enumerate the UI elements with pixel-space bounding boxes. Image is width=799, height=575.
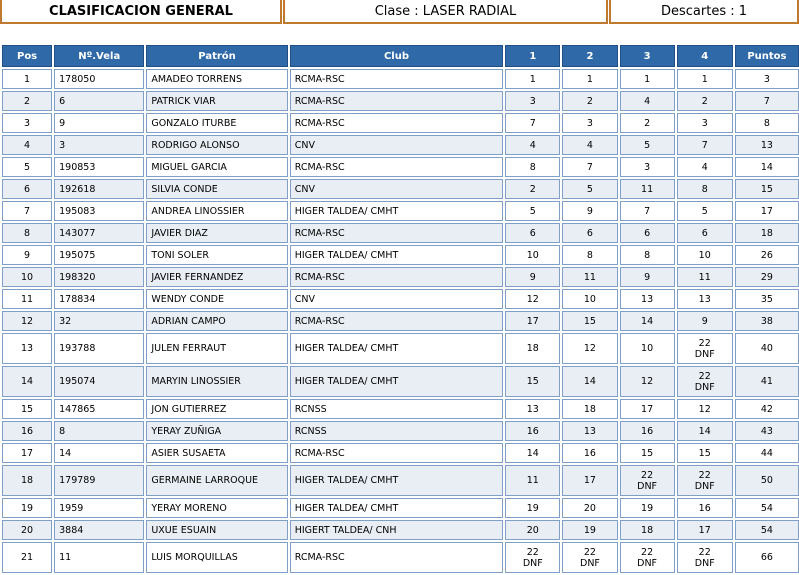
column-header-club: Club (290, 45, 504, 67)
cell-race-4: 10 (677, 245, 733, 265)
cell-club: RCMA-RSC (290, 113, 504, 133)
cell-skipper: ASIER SUSAETA (146, 443, 287, 463)
column-header-pos: Pos (2, 45, 52, 67)
cell-sail-number: 192618 (54, 179, 144, 199)
cell-race-4: 12 (677, 399, 733, 419)
cell-sail-number: 14 (54, 443, 144, 463)
column-header-race-3: 3 (620, 45, 675, 67)
cell-club: CNV (290, 135, 504, 155)
cell-club: RCMA-RSC (290, 157, 504, 177)
cell-race-1: 12 (505, 289, 560, 309)
cell-club: HIGERT TALDEA/ CNH (290, 520, 504, 540)
cell-race-2: 8 (562, 245, 617, 265)
cell-sail-number: 195075 (54, 245, 144, 265)
cell-pos: 20 (2, 520, 52, 540)
cell-points: 50 (735, 465, 799, 496)
cell-race-1: 20 (505, 520, 560, 540)
cell-race-4: 22 DNF (677, 333, 733, 364)
cell-skipper: JULEN FERRAUT (146, 333, 287, 364)
table-row (2, 542, 799, 573)
table-row (2, 113, 799, 133)
cell-club: HIGER TALDEA/ CMHT (290, 333, 504, 364)
cell-race-4: 15 (677, 443, 733, 463)
cell-race-2: 15 (562, 311, 617, 331)
cell-race-3: 10 (620, 333, 675, 364)
cell-race-4: 8 (677, 179, 733, 199)
cell-race-1: 16 (505, 421, 560, 441)
cell-club: HIGER TALDEA/ CMHT (290, 201, 504, 221)
cell-club: RCMA-RSC (290, 542, 504, 573)
cell-club: HIGER TALDEA/ CMHT (290, 245, 504, 265)
cell-race-1: 15 (505, 366, 560, 397)
discards-label (609, 0, 799, 24)
cell-sail-number: 143077 (54, 223, 144, 243)
table-header-row (2, 45, 799, 67)
cell-points: 35 (735, 289, 799, 309)
cell-race-3: 22 DNF (620, 542, 675, 573)
cell-pos: 21 (2, 542, 52, 573)
cell-skipper: AMADEO TORRENS (146, 69, 287, 89)
cell-sail-number: 1959 (54, 498, 144, 518)
cell-race-2: 16 (562, 443, 617, 463)
cell-race-4: 2 (677, 91, 733, 111)
cell-skipper: LUIS MORQUILLAS (146, 542, 287, 573)
cell-pos: 11 (2, 289, 52, 309)
cell-pos: 5 (2, 157, 52, 177)
table-row (2, 399, 799, 419)
cell-race-4: 9 (677, 311, 733, 331)
cell-race-1: 5 (505, 201, 560, 221)
cell-pos: 6 (2, 179, 52, 199)
table-row (2, 333, 799, 364)
cell-skipper: ANDREA LINOSSIER (146, 201, 287, 221)
cell-skipper: JON GUTIERREZ (146, 399, 287, 419)
cell-race-3: 14 (620, 311, 675, 331)
class-label (283, 0, 608, 24)
column-header-skipper: Patrón (146, 45, 287, 67)
cell-race-3: 6 (620, 223, 675, 243)
cell-race-4: 16 (677, 498, 733, 518)
table-row (2, 135, 799, 155)
cell-points: 42 (735, 399, 799, 419)
cell-race-2: 19 (562, 520, 617, 540)
table-row (2, 179, 799, 199)
cell-skipper: RODRIGO ALONSO (146, 135, 287, 155)
table-row (2, 201, 799, 221)
cell-race-3: 2 (620, 113, 675, 133)
cell-points: 54 (735, 520, 799, 540)
cell-skipper: YERAY ZUÑIGA (146, 421, 287, 441)
cell-sail-number: 178050 (54, 69, 144, 89)
cell-points: 3 (735, 69, 799, 89)
cell-race-3: 17 (620, 399, 675, 419)
cell-race-4: 3 (677, 113, 733, 133)
cell-sail-number: 195074 (54, 366, 144, 397)
cell-race-1: 4 (505, 135, 560, 155)
cell-race-1: 13 (505, 399, 560, 419)
cell-race-1: 17 (505, 311, 560, 331)
cell-club: RCNSS (290, 421, 504, 441)
cell-points: 13 (735, 135, 799, 155)
cell-race-2: 4 (562, 135, 617, 155)
cell-race-1: 14 (505, 443, 560, 463)
cell-race-2: 18 (562, 399, 617, 419)
cell-sail-number: 3884 (54, 520, 144, 540)
cell-club: CNV (290, 289, 504, 309)
cell-race-1: 3 (505, 91, 560, 111)
cell-race-1: 11 (505, 465, 560, 496)
cell-race-3: 5 (620, 135, 675, 155)
cell-race-3: 11 (620, 179, 675, 199)
cell-race-4: 22 DNF (677, 542, 733, 573)
cell-race-3: 7 (620, 201, 675, 221)
cell-club: RCNSS (290, 399, 504, 419)
cell-race-1: 6 (505, 223, 560, 243)
cell-club: CNV (290, 179, 504, 199)
cell-race-1: 10 (505, 245, 560, 265)
cell-points: 18 (735, 223, 799, 243)
cell-pos: 2 (2, 91, 52, 111)
cell-pos: 15 (2, 399, 52, 419)
cell-skipper: JAVIER DIAZ (146, 223, 287, 243)
cell-skipper: TONI SOLER (146, 245, 287, 265)
cell-skipper: JAVIER FERNANDEZ (146, 267, 287, 287)
results-table (0, 43, 799, 575)
column-header-race-4: 4 (677, 45, 733, 67)
cell-sail-number: 11 (54, 542, 144, 573)
cell-points: 38 (735, 311, 799, 331)
cell-club: RCMA-RSC (290, 69, 504, 89)
cell-points: 7 (735, 91, 799, 111)
cell-race-4: 11 (677, 267, 733, 287)
cell-sail-number: 179789 (54, 465, 144, 496)
cell-race-1: 7 (505, 113, 560, 133)
cell-pos: 7 (2, 201, 52, 221)
cell-race-2: 6 (562, 223, 617, 243)
cell-skipper: MARYIN LINOSSIER (146, 366, 287, 397)
cell-race-2: 22 DNF (562, 542, 617, 573)
cell-club: RCMA-RSC (290, 443, 504, 463)
cell-sail-number: 195083 (54, 201, 144, 221)
cell-sail-number: 193788 (54, 333, 144, 364)
cell-race-1: 19 (505, 498, 560, 518)
cell-pos: 10 (2, 267, 52, 287)
cell-pos: 19 (2, 498, 52, 518)
cell-points: 26 (735, 245, 799, 265)
cell-points: 40 (735, 333, 799, 364)
column-header-race-2: 2 (562, 45, 617, 67)
cell-race-4: 22 DNF (677, 465, 733, 496)
cell-race-3: 16 (620, 421, 675, 441)
cell-sail-number: 147865 (54, 399, 144, 419)
table-row (2, 223, 799, 243)
cell-skipper: GONZALO ITURBE (146, 113, 287, 133)
cell-club: HIGER TALDEA/ CMHT (290, 465, 504, 496)
cell-club: HIGER TALDEA/ CMHT (290, 366, 504, 397)
cell-sail-number: 190853 (54, 157, 144, 177)
cell-race-2: 17 (562, 465, 617, 496)
cell-race-4: 1 (677, 69, 733, 89)
cell-race-3: 8 (620, 245, 675, 265)
table-row (2, 157, 799, 177)
cell-club: RCMA-RSC (290, 223, 504, 243)
cell-race-3: 4 (620, 91, 675, 111)
cell-points: 43 (735, 421, 799, 441)
cell-race-2: 3 (562, 113, 617, 133)
cell-club: RCMA-RSC (290, 91, 504, 111)
cell-skipper: GERMAINE LARROQUE (146, 465, 287, 496)
cell-club: RCMA-RSC (290, 267, 504, 287)
cell-pos: 18 (2, 465, 52, 496)
table-row (2, 366, 799, 397)
table-row (2, 520, 799, 540)
cell-race-3: 9 (620, 267, 675, 287)
cell-points: 29 (735, 267, 799, 287)
cell-skipper: YERAY MORENO (146, 498, 287, 518)
cell-club: RCMA-RSC (290, 311, 504, 331)
cell-race-4: 5 (677, 201, 733, 221)
cell-race-3: 19 (620, 498, 675, 518)
cell-points: 8 (735, 113, 799, 133)
class-label-text: Clase : LASER RADIAL (374, 3, 517, 19)
cell-pos: 13 (2, 333, 52, 364)
cell-race-4: 17 (677, 520, 733, 540)
table-row (2, 69, 799, 89)
table-row (2, 421, 799, 441)
cell-race-3: 3 (620, 157, 675, 177)
cell-pos: 3 (2, 113, 52, 133)
cell-skipper: ADRIAN CAMPO (146, 311, 287, 331)
cell-race-3: 1 (620, 69, 675, 89)
cell-race-2: 7 (562, 157, 617, 177)
discards-label-text: Descartes : 1 (660, 3, 748, 19)
cell-race-2: 12 (562, 333, 617, 364)
cell-race-4: 4 (677, 157, 733, 177)
table-row (2, 465, 799, 496)
cell-pos: 9 (2, 245, 52, 265)
cell-pos: 4 (2, 135, 52, 155)
cell-skipper: UXUE ESUAIN (146, 520, 287, 540)
classification-title-text: CLASIFICACION GENERAL (49, 3, 233, 19)
table-row (2, 498, 799, 518)
cell-race-1: 9 (505, 267, 560, 287)
table-row (2, 267, 799, 287)
cell-pos: 1 (2, 69, 52, 89)
cell-race-3: 18 (620, 520, 675, 540)
table-row (2, 311, 799, 331)
cell-race-4: 22 DNF (677, 366, 733, 397)
cell-race-2: 20 (562, 498, 617, 518)
cell-race-2: 9 (562, 201, 617, 221)
cell-pos: 8 (2, 223, 52, 243)
cell-race-2: 14 (562, 366, 617, 397)
cell-race-4: 7 (677, 135, 733, 155)
cell-race-2: 1 (562, 69, 617, 89)
table-row (2, 245, 799, 265)
cell-race-1: 1 (505, 69, 560, 89)
cell-race-4: 14 (677, 421, 733, 441)
cell-points: 41 (735, 366, 799, 397)
cell-pos: 17 (2, 443, 52, 463)
cell-pos: 12 (2, 311, 52, 331)
cell-sail-number: 32 (54, 311, 144, 331)
cell-pos: 16 (2, 421, 52, 441)
cell-points: 54 (735, 498, 799, 518)
cell-race-4: 6 (677, 223, 733, 243)
cell-skipper: WENDY CONDE (146, 289, 287, 309)
column-header-race-1: 1 (505, 45, 560, 67)
table-row (2, 91, 799, 111)
cell-skipper: SILVIA CONDE (146, 179, 287, 199)
cell-race-2: 13 (562, 421, 617, 441)
cell-points: 66 (735, 542, 799, 573)
results-body (2, 69, 799, 573)
cell-race-3: 12 (620, 366, 675, 397)
cell-race-1: 8 (505, 157, 560, 177)
table-row (2, 289, 799, 309)
cell-race-1: 18 (505, 333, 560, 364)
cell-race-3: 15 (620, 443, 675, 463)
cell-points: 17 (735, 201, 799, 221)
table-row (2, 443, 799, 463)
column-header-sail: Nº.Vela (54, 45, 144, 67)
cell-sail-number: 178834 (54, 289, 144, 309)
cell-points: 44 (735, 443, 799, 463)
column-header-points: Puntos (735, 45, 799, 67)
cell-race-1: 22 DNF (505, 542, 560, 573)
cell-race-2: 2 (562, 91, 617, 111)
cell-sail-number: 198320 (54, 267, 144, 287)
cell-race-2: 10 (562, 289, 617, 309)
cell-race-3: 22 DNF (620, 465, 675, 496)
cell-sail-number: 3 (54, 135, 144, 155)
cell-points: 15 (735, 179, 799, 199)
cell-race-3: 13 (620, 289, 675, 309)
cell-sail-number: 9 (54, 113, 144, 133)
cell-skipper: PATRICK VIAR (146, 91, 287, 111)
cell-race-2: 11 (562, 267, 617, 287)
cell-pos: 14 (2, 366, 52, 397)
cell-club: HIGER TALDEA/ CMHT (290, 498, 504, 518)
cell-points: 14 (735, 157, 799, 177)
cell-skipper: MIGUEL GARCIA (146, 157, 287, 177)
classification-title (0, 0, 282, 24)
cell-sail-number: 8 (54, 421, 144, 441)
cell-race-4: 13 (677, 289, 733, 309)
cell-race-2: 5 (562, 179, 617, 199)
cell-sail-number: 6 (54, 91, 144, 111)
cell-race-1: 2 (505, 179, 560, 199)
